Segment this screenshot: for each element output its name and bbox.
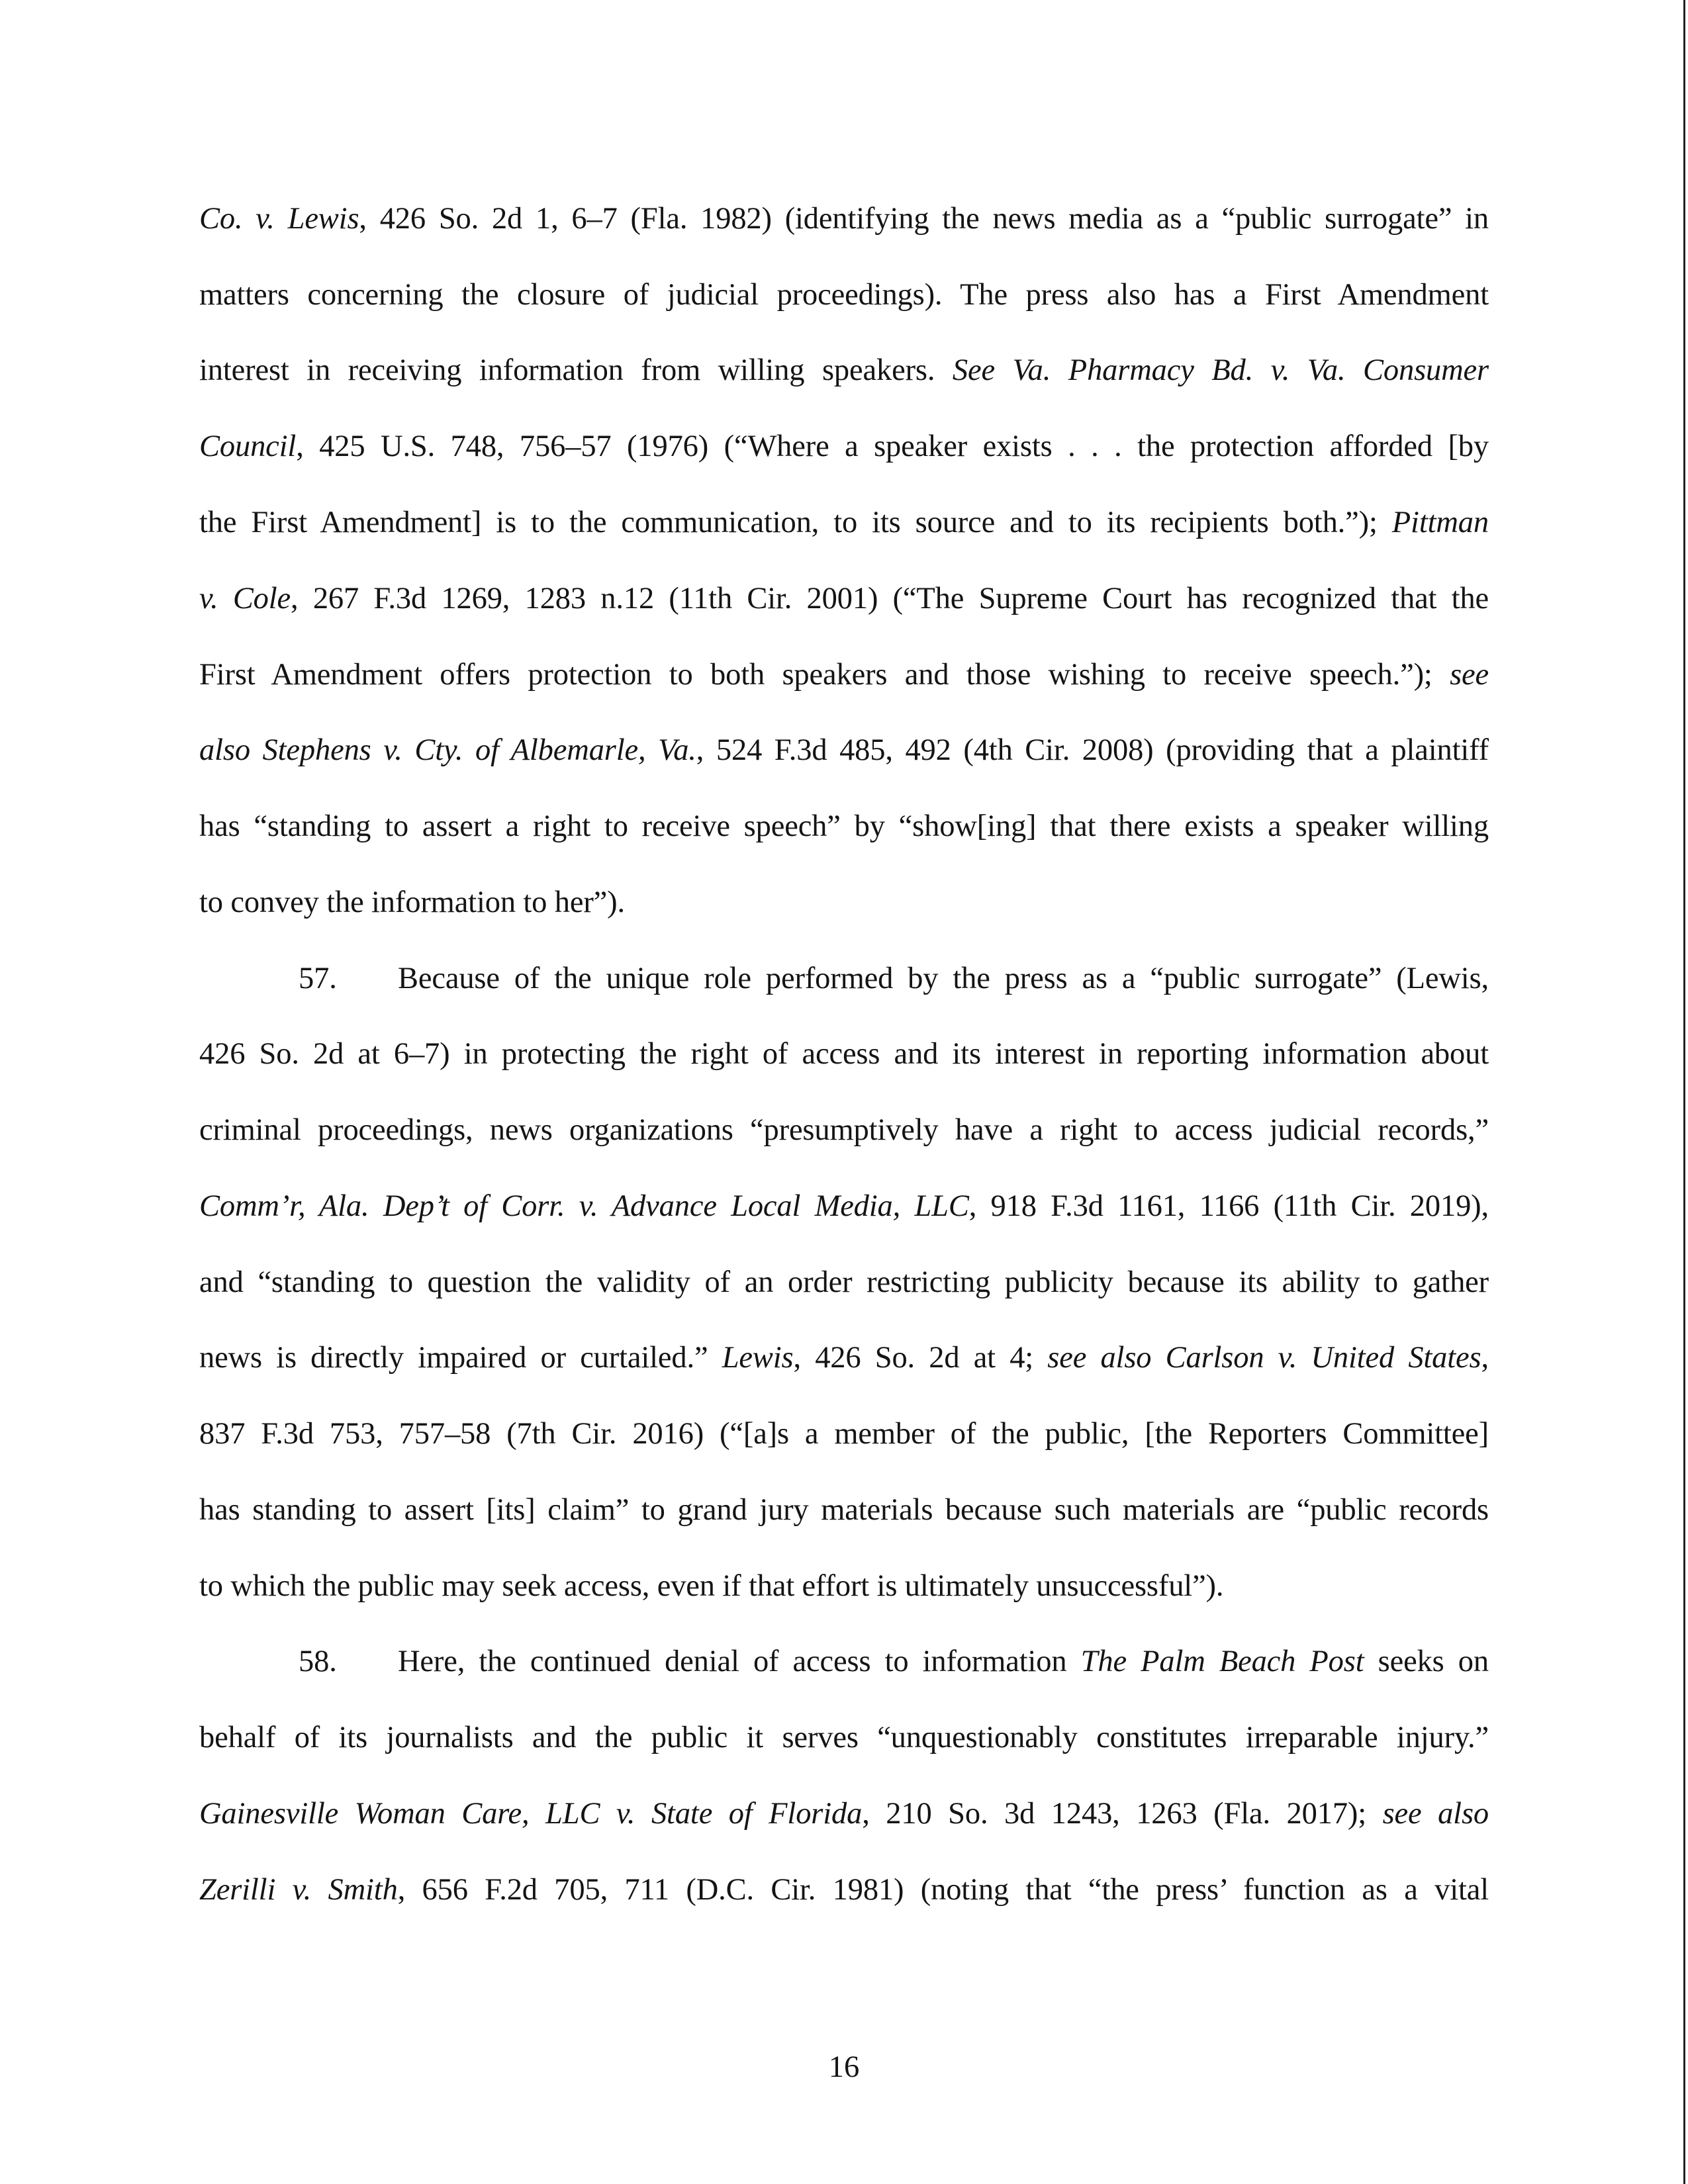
text-line: First Amendment offers protection to both speakers and those wishing to receive speech.”); see	[199, 658, 1489, 692]
text-line: matters concerning the closure of judicial proceedings). The press also has a First Amendment	[199, 278, 1489, 312]
text-line: the First Amendment] is to the communication, to its source and to its recipients both.”); Pittman	[199, 506, 1489, 539]
text-line: to which the public may seek access, even if that effort is ultimately unsuccessful”).	[199, 1569, 1224, 1603]
text-line: has “standing to assert a right to receive speech” by “show[ing] that there exists a speaker willing	[199, 809, 1489, 843]
paragraph-number: 57.	[299, 962, 337, 995]
case-citation: Comm’r, Ala. Dep’t of Corr. v. Advance Local Media, LLC	[199, 1189, 969, 1223]
text-line: criminal proceedings, news organizations “presumptively have a right to access judicial records,”	[199, 1113, 1489, 1147]
text-line: Gainesville Woman Care, LLC v. State of Florida, 210 So. 3d 1243, 1263 (Fla. 2017); see also	[199, 1797, 1489, 1831]
text-line: and “standing to question the validity of an order restricting publicity because its ability to gather	[199, 1265, 1489, 1299]
text-line: 57. Because of the unique role performed by the press as a “public surrogate” (Lewis,	[299, 959, 1489, 999]
text-line: v. Cole, 267 F.3d 1269, 1283 n.12 (11th Cir. 2001) (“The Supreme Court has recognized that the	[199, 582, 1489, 615]
text-line: behalf of its journalists and the public it serves “unquestionably constitutes irreparable injury.”	[199, 1721, 1489, 1754]
page-number: 16	[828, 2050, 860, 2084]
case-citation: See Va. Pharmacy Bd. v. Va. Consumer	[952, 353, 1489, 387]
text-line: 837 F.3d 753, 757–58 (7th Cir. 2016) (“[a]s a member of the public, [the Reporters Committee]	[199, 1417, 1489, 1451]
page-edge-rule	[1683, 0, 1685, 2184]
case-citation: also Stephens v. Cty. of Albemarle, Va.	[199, 733, 696, 767]
signal-word: see	[1450, 658, 1489, 692]
text-line: interest in receiving information from willing speakers. See Va. Pharmacy Bd. v. Va. Consumer	[199, 353, 1489, 387]
case-citation: Council	[199, 430, 297, 463]
case-citation: see also Carlson v. United States	[1047, 1341, 1481, 1375]
paragraph-number: 58.	[299, 1645, 337, 1678]
case-citation: Pittman	[1391, 506, 1489, 539]
case-citation: v. Cole	[199, 582, 291, 615]
case-citation: Co. v. Lewis	[199, 202, 359, 236]
text-line: has standing to assert [its] claim” to grand jury materials because such materials are “public records	[199, 1493, 1489, 1527]
text-line: also Stephens v. Cty. of Albemarle, Va., 524 F.3d 485, 492 (4th Cir. 2008) (providing that a plaintiff	[199, 733, 1489, 767]
text-line: to convey the information to her”).	[199, 886, 625, 919]
case-citation: Gainesville Woman Care, LLC v. State of Florida	[199, 1797, 863, 1831]
text-line: 58. Here, the continued denial of access to information The Palm Beach Post seeks on	[299, 1642, 1489, 1682]
text-line: news is directly impaired or curtailed.” Lewis, 426 So. 2d at 4; see also Carlson v. United States,	[199, 1341, 1489, 1375]
publication-title: The Palm Beach Post	[1080, 1645, 1364, 1678]
case-citation: Lewis	[722, 1341, 794, 1375]
case-citation: Zerilli v. Smith	[199, 1873, 398, 1907]
text-line: Co. v. Lewis, 426 So. 2d 1, 6–7 (Fla. 1982) (identifying the news media as a “public surrogate” in	[199, 202, 1489, 236]
text-line: 426 So. 2d at 6–7) in protecting the right of access and its interest in reporting information about	[199, 1037, 1489, 1071]
text-line: Zerilli v. Smith, 656 F.2d 705, 711 (D.C. Cir. 1981) (noting that “the press’ function as a vital	[199, 1873, 1489, 1907]
signal-word: see also	[1382, 1797, 1489, 1831]
text-line: Council, 425 U.S. 748, 756–57 (1976) (“Where a speaker exists . . . the protection afforded [by	[199, 430, 1489, 463]
text-line: Comm’r, Ala. Dep’t of Corr. v. Advance Local Media, LLC, 918 F.3d 1161, 1166 (11th Cir. 2019),	[199, 1189, 1489, 1223]
